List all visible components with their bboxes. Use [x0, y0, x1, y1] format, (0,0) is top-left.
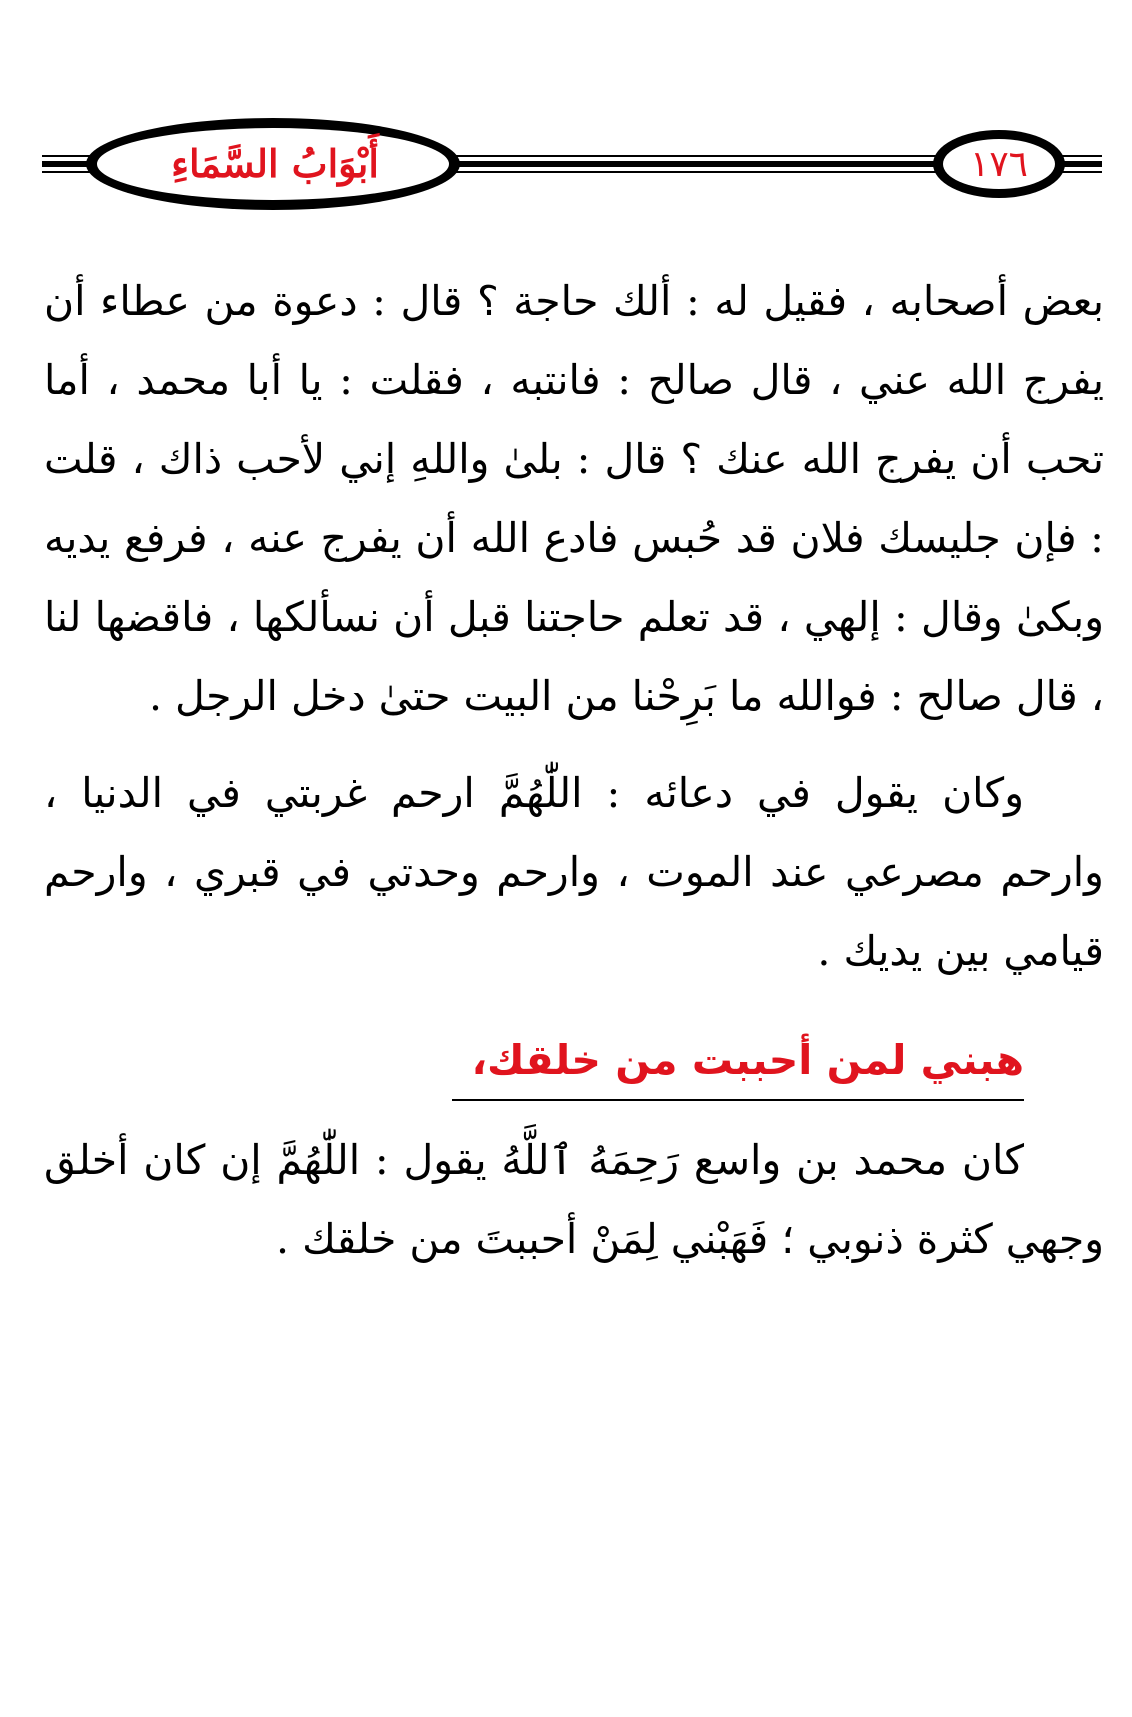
page-number: ١٧٦	[969, 144, 1028, 185]
body-paragraph: وكان يقول في دعائه : اللّٰهُمَّ ارحم غربتي في الدنيا ، وارحم مصرعي عند الموت ، وارحم وحدتي في قبري ، وارحم قيامي بين يديك .	[44, 769, 1104, 975]
running-title: أَبْوَابُ السَّمَاءِ	[171, 141, 379, 186]
section-heading: هبني لمن أحببت من خلقك،	[452, 1027, 1024, 1101]
body-paragraph: بعض أصحابه ، فقيل له : ألك حاجة ؟ قال : دعوة من عطاء أن يفرج الله عني ، قال صالح : فانتبه ، فقلت : يا أبا محمد ، أما تحب أن يفرج الله عنك ؟ قال : بلىٰ واللهِ إني لأحب ذاك ، قلت : فإن جليسك فلان قد حُبس فادع الله أن يفرج عنه ، فرفع يديه وبكىٰ وقال : إلهي ، قد تعلم حاجتنا قبل أن نسألكها ، فاقضها لنا ، قال صالح : فوالله ما بَرِحْنا من البيت حتىٰ دخل الرجل .	[44, 277, 1104, 720]
page-body	[44, 262, 1104, 1279]
page-header	[0, 110, 1132, 240]
section-paragraph: كان محمد بن واسع رَحِمَهُ ٱللَّهُ يقول : اللّٰهُمَّ إن كان أخلق وجهي كثرة ذنوبي ؛ فَهَبْني لِمَنْ أحببتَ من خلقك .	[44, 1136, 1104, 1263]
